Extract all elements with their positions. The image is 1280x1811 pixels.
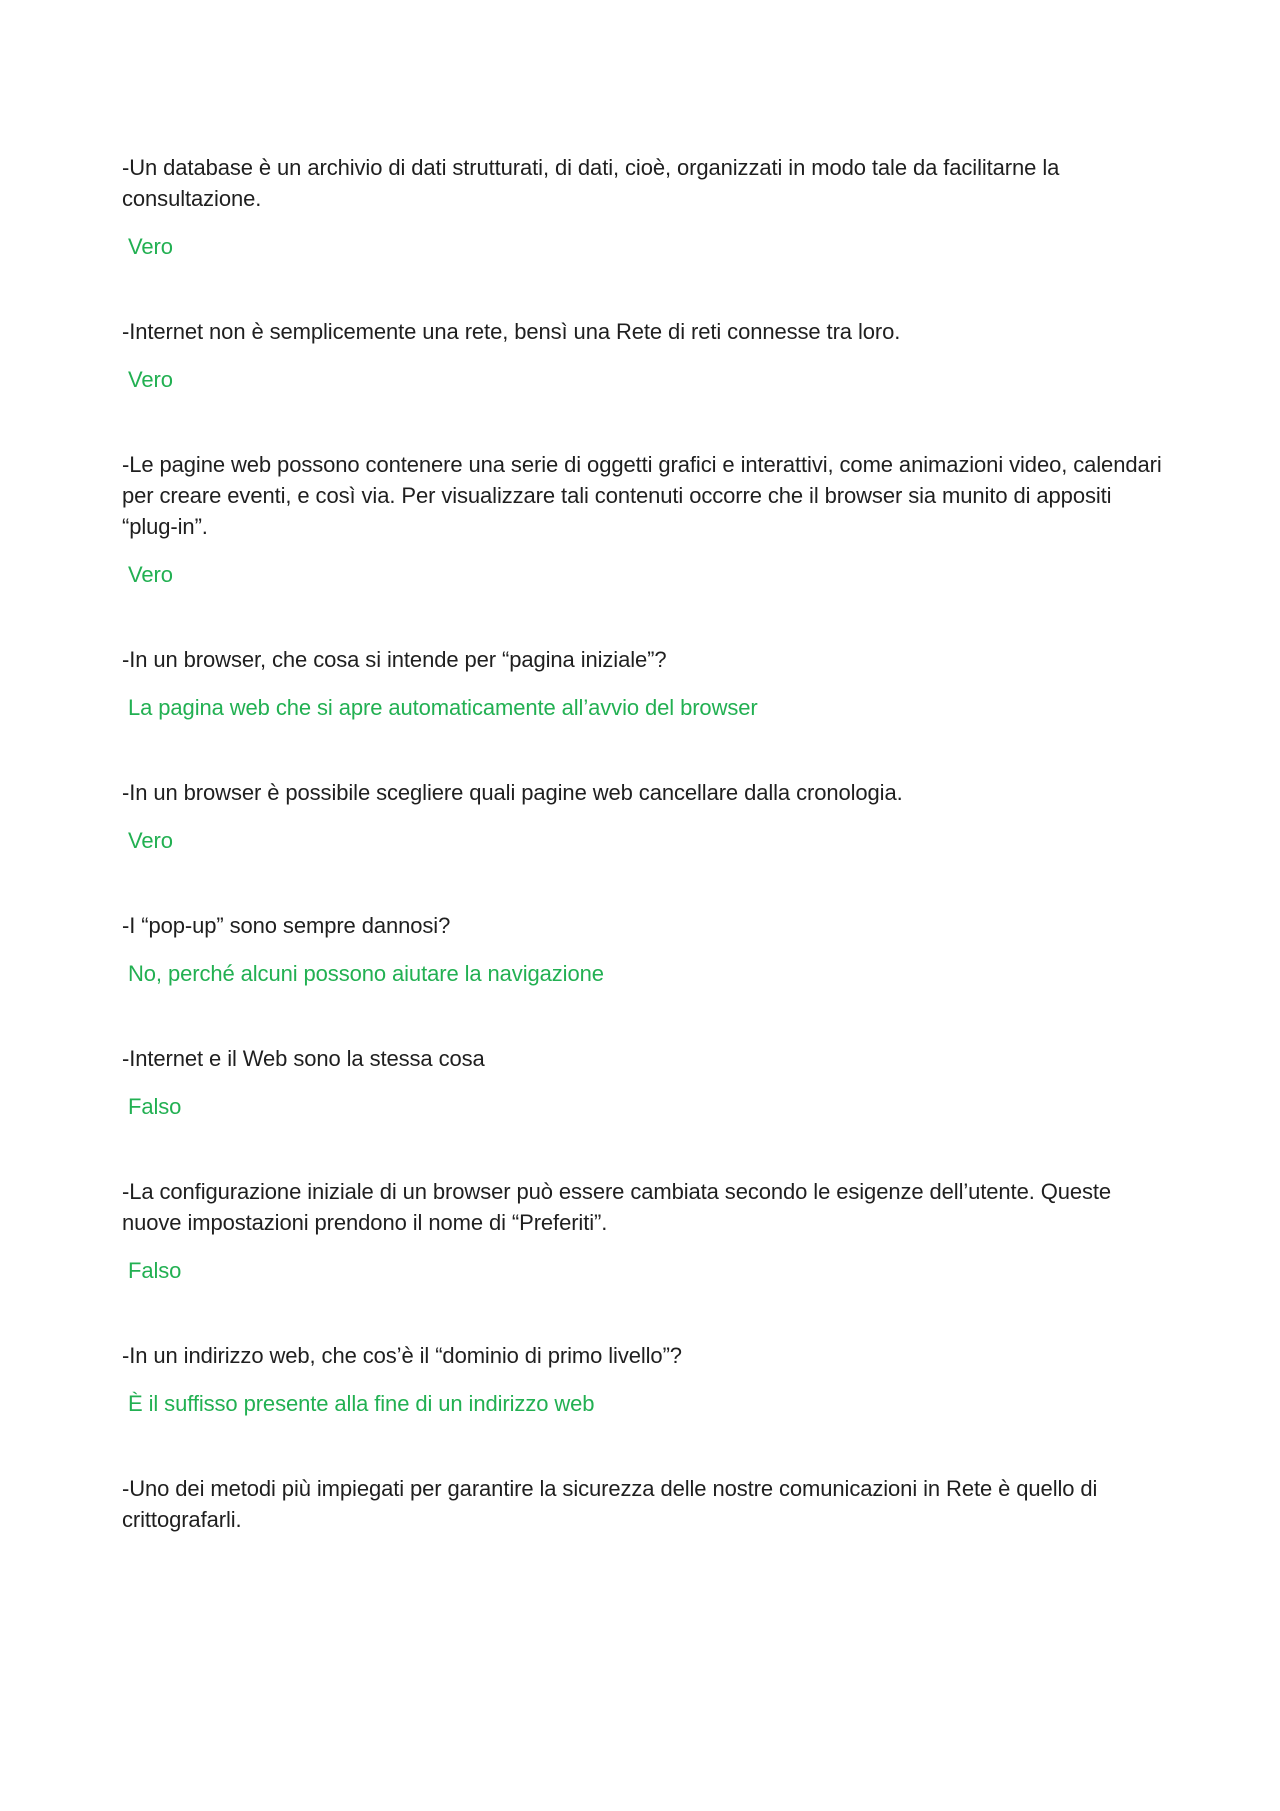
question-text: -In un browser, che cosa si intende per “pagina iniziale”? — [122, 647, 667, 672]
question-text: -Internet non è semplicemente una rete, bensì una Rete di reti connesse tra loro. — [122, 319, 901, 344]
qa-item — [122, 1176, 1172, 1286]
answer-text: No, perché alcuni possono aiutare la navigazione — [128, 961, 604, 986]
qa-item — [122, 152, 1172, 262]
answer-text: Vero — [128, 828, 173, 853]
qa-item — [122, 1473, 1172, 1535]
question-text: -In un browser è possibile scegliere quali pagine web cancellare dalla cronologia. — [122, 780, 903, 805]
qa-item — [122, 777, 1172, 856]
qa-item — [122, 910, 1172, 989]
answer-text: Falso — [128, 1094, 182, 1119]
answer-text: È il suffisso presente alla fine di un indirizzo web — [128, 1391, 595, 1416]
answer-text: Vero — [128, 234, 173, 259]
qa-item — [122, 1340, 1172, 1419]
qa-item — [122, 316, 1172, 395]
qa-item — [122, 449, 1172, 590]
question-text: -Uno dei metodi più impiegati per garantire la sicurezza delle nostre comunicazioni in Rete è quello di crittografarli. — [122, 1476, 1098, 1532]
answer-text: La pagina web che si apre automaticamente all’avvio del browser — [128, 695, 758, 720]
question-text: -I “pop-up” sono sempre dannosi? — [122, 913, 451, 938]
question-text: -Un database è un archivio di dati strutturati, di dati, cioè, organizzati in modo tale da facilitarne la consultazione. — [122, 155, 1060, 211]
question-text: -Le pagine web possono contenere una serie di oggetti grafici e interattivi, come animazioni video, calendari per creare eventi, e così via. Per visualizzare tali contenuti occorre che il browser sia munito di appositi “plug-in”. — [122, 452, 1162, 539]
qa-list — [122, 152, 1172, 1589]
qa-item — [122, 1043, 1172, 1122]
qa-item — [122, 644, 1172, 723]
question-text: -Internet e il Web sono la stessa cosa — [122, 1046, 485, 1071]
question-text: -In un indirizzo web, che cos’è il “dominio di primo livello”? — [122, 1343, 682, 1368]
answer-text: Falso — [128, 1258, 182, 1283]
answer-text: Vero — [128, 367, 173, 392]
answer-text: Vero — [128, 562, 173, 587]
question-text: -La configurazione iniziale di un browser può essere cambiata secondo le esigenze dell’utente. Queste nuove impostazioni prendono il nome di “Preferiti”. — [122, 1179, 1112, 1235]
